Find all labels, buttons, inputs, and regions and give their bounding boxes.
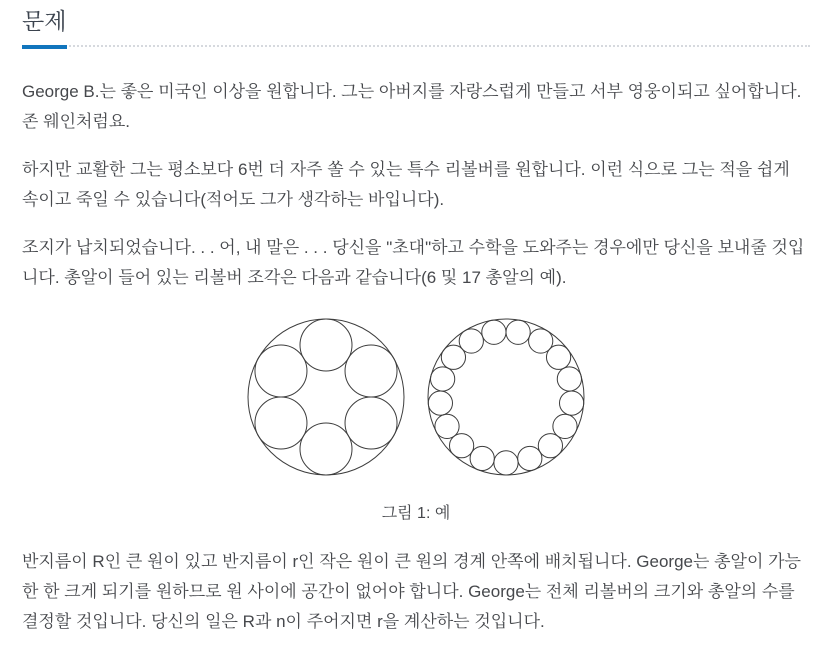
figure-1	[22, 311, 810, 525]
revolver-cylinder-17	[428, 319, 584, 475]
bullet-circle	[300, 319, 352, 371]
paragraph-revolver-wish: 하지만 교활한 그는 평소보다 6번 더 자주 쏠 수 있는 특수 리볼버를 원합니다. 이런 식으로 그는 적을 쉽게 속이고 죽일 수 있습니다(적어도 그가 생각하는 바입니다).	[22, 160, 790, 209]
bullet-circle	[255, 397, 307, 449]
bullet-circle	[482, 320, 506, 344]
bullet-circle	[518, 446, 542, 470]
revolver-diagram	[246, 311, 586, 483]
bullet-circle	[546, 345, 570, 369]
revolver-cylinder-6	[248, 319, 404, 475]
paragraph-task: 반지름이 R인 큰 원이 있고 반지름이 r인 작은 원이 큰 원의 경계 안쪽에 배치됩니다. George는 총알이 가능한 한 크게 되기를 원하므로 원 사이에 공간이 없어야 합니다. George는 전체 리볼버의 크기와 총알의 수를 결정할 것입니다. 당신의 일은 R과 n이 주어지면 r을 계산하는 것입니다.	[22, 552, 801, 631]
bullet-circle	[428, 391, 452, 415]
bullet-circle	[560, 391, 584, 415]
bullet-circle	[345, 397, 397, 449]
bullet-circle	[538, 434, 562, 458]
divider-accent-bar	[22, 45, 67, 49]
title-divider	[22, 43, 810, 47]
bullet-circle	[459, 329, 483, 353]
bullet-circle	[506, 320, 530, 344]
bullet-circle	[431, 367, 455, 391]
bullet-circle	[494, 451, 518, 475]
bullet-circle	[435, 414, 459, 438]
bullet-circle	[345, 345, 397, 397]
bullet-circle	[255, 345, 307, 397]
figure-caption: 그림 1: 예	[381, 505, 451, 522]
bullet-circle	[470, 446, 494, 470]
cylinder-outline	[248, 319, 404, 475]
paragraph-kidnapped: 조지가 납치되었습니다. . . 어, 내 말은 . . . 당신을 "초대"하고 수학을 도와주는 경우에만 당신을 보내줄 것입니다. 총알이 들어 있는 리볼버 조각은 다음과 같습니다(6 및 17 총알의 예).	[22, 238, 805, 287]
bullet-circle	[300, 423, 352, 475]
bullet-circle	[557, 367, 581, 391]
paragraph-intro: George B.는 좋은 미국인 이상을 원합니다. 그는 아버지를 자랑스럽게 만들고 서부 영웅이되고 싶어합니다. 존 웨인처럼요.	[22, 82, 802, 131]
page-title: 문제	[22, 8, 67, 34]
